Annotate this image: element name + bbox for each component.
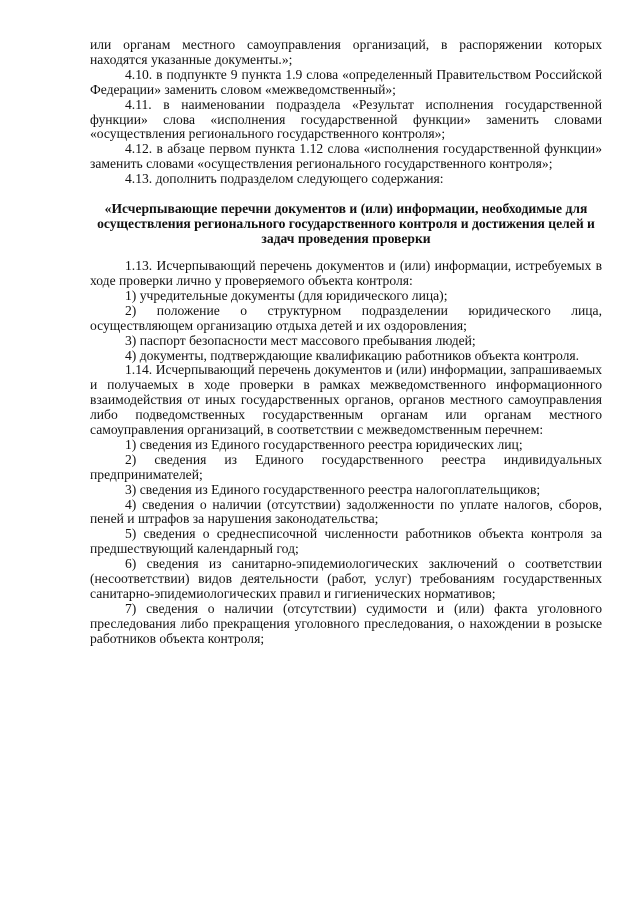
paragraph: 4.10. в подпункте 9 пункта 1.9 слова «определенный Правительством Российской Федерации» заменить словом «межведомственный»;: [90, 66, 602, 97]
paragraph: 1.13. Исчерпывающий перечень документов и (или) информации, истребуемых в ходе проверки лично у проверяемого объекта контроля:: [90, 258, 602, 288]
paragraphs-top: [90, 38, 602, 187]
paragraph: 1.14. Исчерпывающий перечень документов и (или) информации, запрашиваемых и получаемых в ходе проверки в рамках межведомственного информационного взаимодействия от иных государственных органов, органов местного самоуправления либо подведомственных государственным органам или органам местного самоуправления организаций, в соответствии с межведомственным перечнем:: [90, 362, 602, 438]
section-title: «Исчерпывающие перечни документов и (или) информации, необходимые для осуществления регионального государственного контроля и достижения целей и задач проведения проверки: [97, 201, 595, 247]
paragraph: 4.11. в наименовании подраздела «Результат исполнения государственной функции» слова «исполнения государственной функции» заменить словами «осуществления регионального государственного контроля»;: [90, 96, 602, 142]
paragraph: 7) сведения о наличии (отсутствии) судимости и (или) факта уголовного преследования либо прекращения уголовного преследования, о нахождении в розыске работников объекта контроля;: [90, 600, 602, 646]
paragraphs-body: [90, 259, 602, 647]
paragraph: 2) положение о структурном подразделении юридического лица, осуществляющем организацию отдыха детей и их оздоровления;: [90, 302, 602, 333]
paragraph: 4.13. дополнить подразделом следующего содержания:: [125, 171, 444, 187]
paragraph: 6) сведения из санитарно-эпидемиологических заключений о соответствии (несоответствии) видов деятельности (работ, услуг) требованиям государственных санитарно-эпидемиологических правил и гигиенических нормативов;: [90, 556, 602, 601]
paragraph: 4) документы, подтверждающие квалификацию работников объекта контроля.: [125, 347, 580, 363]
paragraph: 4) сведения о наличии (отсутствии) задолженности по уплате налогов, сборов, пеней и штрафов за нарушения законодательства;: [90, 496, 602, 527]
paragraph: 5) сведения о среднесписочной численности работников объекта контроля за предшествующий календарный год;: [90, 526, 602, 557]
paragraph: 3) паспорт безопасности мест массового пребывания людей;: [125, 332, 476, 348]
paragraph: 2) сведения из Единого государственного реестра индивидуальных предпринимателей;: [90, 451, 602, 482]
paragraph: 1) учредительные документы (для юридического лица);: [125, 287, 448, 303]
paragraph: 1) сведения из Единого государственного реестра юридических лиц;: [125, 436, 523, 452]
paragraph: 3) сведения из Единого государственного реестра налогоплательщиков;: [125, 481, 541, 497]
paragraph: 4.12. в абзаце первом пункта 1.12 слова «исполнения государственной функции» заменить словами «осуществления регионального государственного контроля»;: [90, 141, 602, 172]
paragraph: или органам местного самоуправления организаций, в распоряжении которых находятся указанные документы.»;: [90, 37, 602, 67]
